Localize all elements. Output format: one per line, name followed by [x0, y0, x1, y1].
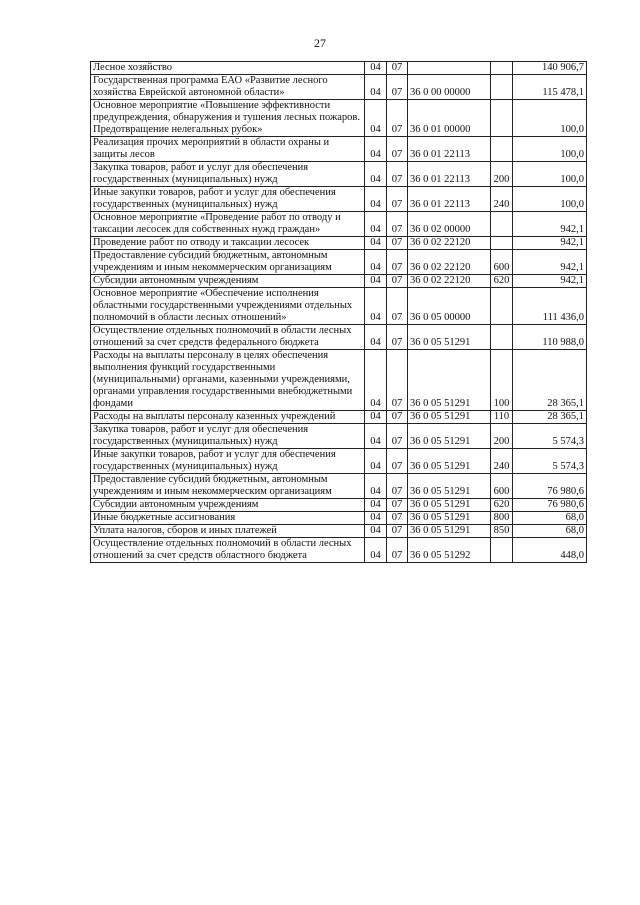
row-name: Иные бюджетные ассигнования: [91, 512, 365, 525]
row-target-article-code: 36 0 01 00000: [408, 100, 491, 137]
row-expense-type-code: 200: [491, 162, 513, 187]
row-subsection-code: 07: [387, 187, 408, 212]
table-row: [91, 325, 587, 350]
row-amount: 140 906,7: [513, 62, 587, 75]
row-target-article-code: 36 0 05 51291: [408, 449, 491, 474]
row-name: Основное мероприятие «Обеспечение исполнения областными государственными учреждениями отдельных полномочий в области лесных отношений»: [91, 288, 365, 325]
row-amount: 942,1: [513, 250, 587, 275]
budget-table-body: [91, 62, 587, 563]
row-target-article-code: 36 0 05 51291: [408, 512, 491, 525]
table-row: [91, 411, 587, 424]
row-target-article-code: 36 0 05 51291: [408, 525, 491, 538]
row-name: Закупка товаров, работ и услуг для обеспечения государственных (муниципальных) нужд: [91, 424, 365, 449]
row-subsection-code: 07: [387, 162, 408, 187]
row-subsection-code: 07: [387, 474, 408, 499]
row-amount: 28 365,1: [513, 411, 587, 424]
row-amount: 942,1: [513, 212, 587, 237]
row-target-article-code: [408, 62, 491, 75]
row-section-code: 04: [365, 75, 387, 100]
table-row: [91, 525, 587, 538]
row-amount: 100,0: [513, 137, 587, 162]
row-expense-type-code: 800: [491, 512, 513, 525]
row-expense-type-code: [491, 100, 513, 137]
row-amount: 448,0: [513, 538, 587, 563]
row-section-code: 04: [365, 250, 387, 275]
row-section-code: 04: [365, 424, 387, 449]
row-section-code: 04: [365, 411, 387, 424]
row-expense-type-code: [491, 538, 513, 563]
row-amount: 76 980,6: [513, 499, 587, 512]
row-section-code: 04: [365, 325, 387, 350]
row-target-article-code: 36 0 05 00000: [408, 288, 491, 325]
page-number: 27: [314, 36, 326, 50]
row-amount: 110 988,0: [513, 325, 587, 350]
row-name: Проведение работ по отводу и таксации лесосек: [91, 237, 365, 250]
row-amount: 5 574,3: [513, 424, 587, 449]
row-section-code: 04: [365, 137, 387, 162]
row-expense-type-code: 600: [491, 250, 513, 275]
row-name: Расходы на выплаты персоналу казенных учреждений: [91, 411, 365, 424]
row-name: Основное мероприятие «Повышение эффективности предупреждения, обнаружения и тушения лесных пожаров. Предотвращение нелегальных рубок»: [91, 100, 365, 137]
row-target-article-code: 36 0 05 51291: [408, 424, 491, 449]
row-name: Расходы на выплаты персоналу в целях обеспечения выполнения функций государственными (муниципальными) органами, казенными учреждениями, органами управления государственными внебюджетными фондами: [91, 350, 365, 411]
row-subsection-code: 07: [387, 350, 408, 411]
row-section-code: 04: [365, 212, 387, 237]
table-row: [91, 187, 587, 212]
row-subsection-code: 07: [387, 62, 408, 75]
row-section-code: 04: [365, 474, 387, 499]
row-name: Уплата налогов, сборов и иных платежей: [91, 525, 365, 538]
row-subsection-code: 07: [387, 250, 408, 275]
row-subsection-code: 07: [387, 212, 408, 237]
row-amount: 942,1: [513, 237, 587, 250]
row-subsection-code: 07: [387, 411, 408, 424]
row-name: Иные закупки товаров, работ и услуг для обеспечения государственных (муниципальных) нужд: [91, 449, 365, 474]
row-target-article-code: 36 0 01 22113: [408, 137, 491, 162]
row-expense-type-code: [491, 75, 513, 100]
table-row: [91, 538, 587, 563]
row-name: Предоставление субсидий бюджетным, автономным учреждениям и иным некоммерческим организациям: [91, 474, 365, 499]
row-amount: 68,0: [513, 512, 587, 525]
row-target-article-code: 36 0 05 51291: [408, 474, 491, 499]
row-target-article-code: 36 0 05 51291: [408, 325, 491, 350]
row-amount: 76 980,6: [513, 474, 587, 499]
row-target-article-code: 36 0 01 22113: [408, 162, 491, 187]
row-amount: 68,0: [513, 525, 587, 538]
row-amount: 100,0: [513, 100, 587, 137]
row-section-code: 04: [365, 100, 387, 137]
row-name: Реализация прочих мероприятий в области охраны и защиты лесов: [91, 137, 365, 162]
row-expense-type-code: [491, 237, 513, 250]
row-expense-type-code: 620: [491, 275, 513, 288]
table-row: [91, 137, 587, 162]
table-row: [91, 474, 587, 499]
row-expense-type-code: [491, 137, 513, 162]
table-row: [91, 100, 587, 137]
row-target-article-code: 36 0 01 22113: [408, 187, 491, 212]
row-section-code: 04: [365, 538, 387, 563]
row-amount: 100,0: [513, 187, 587, 212]
row-subsection-code: 07: [387, 275, 408, 288]
row-target-article-code: 36 0 02 22120: [408, 250, 491, 275]
row-name: Основное мероприятие «Проведение работ по отводу и таксации лесосек для собственных нужд граждан»: [91, 212, 365, 237]
row-subsection-code: 07: [387, 288, 408, 325]
table-row: [91, 499, 587, 512]
row-expense-type-code: 850: [491, 525, 513, 538]
row-amount: 28 365,1: [513, 350, 587, 411]
row-subsection-code: 07: [387, 512, 408, 525]
row-expense-type-code: 110: [491, 411, 513, 424]
table-row: [91, 288, 587, 325]
row-expense-type-code: 240: [491, 187, 513, 212]
row-name: Лесное хозяйство: [91, 62, 365, 75]
row-target-article-code: 36 0 00 00000: [408, 75, 491, 100]
row-name: Иные закупки товаров, работ и услуг для обеспечения государственных (муниципальных) нужд: [91, 187, 365, 212]
row-amount: 942,1: [513, 275, 587, 288]
table-row: [91, 275, 587, 288]
row-expense-type-code: 620: [491, 499, 513, 512]
row-expense-type-code: [491, 288, 513, 325]
table-row: [91, 212, 587, 237]
row-name: Осуществление отдельных полномочий в области лесных отношений за счет средств федерального бюджета: [91, 325, 365, 350]
row-expense-type-code: 100: [491, 350, 513, 411]
row-target-article-code: 36 0 02 22120: [408, 275, 491, 288]
row-name: Субсидии автономным учреждениям: [91, 499, 365, 512]
row-subsection-code: 07: [387, 137, 408, 162]
row-name: Государственная программа ЕАО «Развитие лесного хозяйства Еврейской автономной области»: [91, 75, 365, 100]
row-expense-type-code: 600: [491, 474, 513, 499]
row-name: Осуществление отдельных полномочий в области лесных отношений за счет средств областного бюджета: [91, 538, 365, 563]
table-row: [91, 250, 587, 275]
row-name: Субсидии автономным учреждениям: [91, 275, 365, 288]
table-row: [91, 162, 587, 187]
table-row: [91, 237, 587, 250]
table-row: [91, 449, 587, 474]
row-target-article-code: 36 0 05 51291: [408, 411, 491, 424]
row-target-article-code: 36 0 02 22120: [408, 237, 491, 250]
row-expense-type-code: [491, 325, 513, 350]
row-section-code: 04: [365, 499, 387, 512]
table-row: [91, 350, 587, 411]
row-section-code: 04: [365, 237, 387, 250]
row-target-article-code: 36 0 05 51291: [408, 499, 491, 512]
row-subsection-code: 07: [387, 100, 408, 137]
table-row: [91, 62, 587, 75]
row-amount: 100,0: [513, 162, 587, 187]
row-amount: 5 574,3: [513, 449, 587, 474]
row-section-code: 04: [365, 275, 387, 288]
budget-table: [90, 61, 587, 563]
row-expense-type-code: [491, 212, 513, 237]
row-section-code: 04: [365, 512, 387, 525]
row-amount: 111 436,0: [513, 288, 587, 325]
row-section-code: 04: [365, 288, 387, 325]
row-amount: 115 478,1: [513, 75, 587, 100]
row-expense-type-code: [491, 62, 513, 75]
row-subsection-code: 07: [387, 325, 408, 350]
row-section-code: 04: [365, 449, 387, 474]
row-section-code: 04: [365, 62, 387, 75]
row-subsection-code: 07: [387, 499, 408, 512]
row-subsection-code: 07: [387, 449, 408, 474]
row-name: Закупка товаров, работ и услуг для обеспечения государственных (муниципальных) нужд: [91, 162, 365, 187]
row-target-article-code: 36 0 05 51292: [408, 538, 491, 563]
row-subsection-code: 07: [387, 237, 408, 250]
row-section-code: 04: [365, 350, 387, 411]
row-target-article-code: 36 0 02 00000: [408, 212, 491, 237]
row-section-code: 04: [365, 162, 387, 187]
row-target-article-code: 36 0 05 51291: [408, 350, 491, 411]
table-row: [91, 424, 587, 449]
row-subsection-code: 07: [387, 538, 408, 563]
row-subsection-code: 07: [387, 75, 408, 100]
row-name: Предоставление субсидий бюджетным, автономным учреждениям и иным некоммерческим организациям: [91, 250, 365, 275]
row-expense-type-code: 200: [491, 424, 513, 449]
table-row: [91, 75, 587, 100]
table-row: [91, 512, 587, 525]
row-section-code: 04: [365, 187, 387, 212]
row-expense-type-code: 240: [491, 449, 513, 474]
row-subsection-code: 07: [387, 525, 408, 538]
row-subsection-code: 07: [387, 424, 408, 449]
row-section-code: 04: [365, 525, 387, 538]
